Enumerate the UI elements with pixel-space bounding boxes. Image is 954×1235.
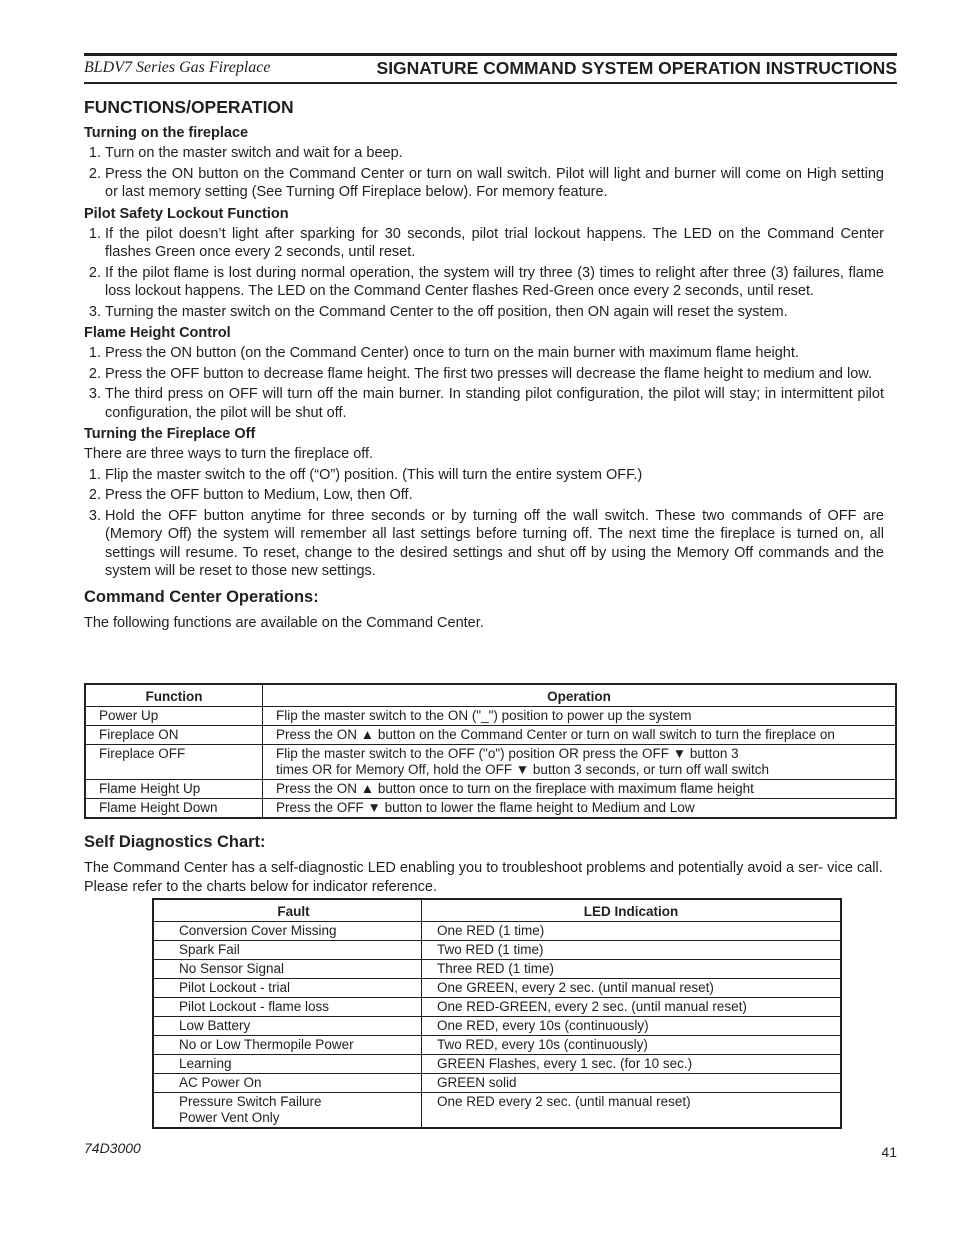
diagnostics-table <box>152 898 842 1129</box>
instructions-body <box>84 96 884 634</box>
operation-cell: Flip the master switch to the ON ("_") position to power up the system <box>263 707 897 726</box>
diagnostics-title: Self Diagnostics Chart: <box>84 833 266 851</box>
list-turning-off <box>84 466 884 581</box>
operation-line: times OR for Memory Off, hold the OFF ▼ button 3 seconds, or turn off wall switch <box>276 762 770 777</box>
led-cell: GREEN Flashes, every 1 sec. (for 10 sec.) <box>422 1055 842 1074</box>
header-bottom-rule <box>84 82 897 84</box>
table-row <box>85 745 896 780</box>
list-item: 1. Turn on the master switch and wait for a beep. <box>105 144 884 163</box>
function-cell: Flame Height Down <box>85 799 263 819</box>
document-number: 74D3000 <box>84 1140 141 1156</box>
section-intro-turning-off: There are three ways to turn the fireplace off. <box>84 446 374 462</box>
led-cell: Three RED (1 time) <box>422 960 842 979</box>
section-title-pilot-safety: Pilot Safety Lockout Function <box>84 205 289 222</box>
table-row <box>85 726 896 745</box>
list-item: 3. Hold the OFF button anytime for three seconds or by turning off the wall switch. These two commands of OFF are (Memory Off) the system will remember all last settings before turning off. The next time the fireplace is turned on, all settings will resume. To reset, change to the desired settings and shut off by using the Memory Off commands and the system will be reset to those new settings. <box>105 507 884 581</box>
table-row <box>153 922 841 941</box>
fault-cell: Pilot Lockout - flame loss <box>153 998 422 1017</box>
table-header-row <box>85 684 896 707</box>
command-center-table <box>84 683 897 819</box>
led-cell: One RED-GREEN, every 2 sec. (until manual reset) <box>422 998 842 1017</box>
list-item: 2. Press the ON button on the Command Center or turn on wall switch. Pilot will light and burner will come on High setting or last memory setting (See Turning Off Fireplace below). For memory feature. <box>105 165 884 202</box>
fault-cell: Low Battery <box>153 1017 422 1036</box>
operation-cell <box>263 745 897 780</box>
header-top-rule <box>84 53 897 56</box>
command-center-intro: The following functions are available on the Command Center. <box>84 614 484 631</box>
table-row <box>153 1074 841 1093</box>
fault-line: Power Vent Only <box>179 1110 280 1125</box>
header-section-title: SIGNATURE COMMAND SYSTEM OPERATION INSTRUCTIONS <box>376 58 897 78</box>
led-cell: GREEN solid <box>422 1074 842 1093</box>
table-row <box>85 780 896 799</box>
fault-line: Pressure Switch Failure <box>179 1094 322 1109</box>
led-cell: One RED (1 time) <box>422 922 842 941</box>
table-row <box>153 979 841 998</box>
function-cell: Power Up <box>85 707 263 726</box>
table-row <box>153 941 841 960</box>
table-header-row <box>153 899 841 922</box>
table-row <box>153 1093 841 1129</box>
fault-cell: Spark Fail <box>153 941 422 960</box>
column-header-operation: Operation <box>263 684 897 707</box>
list-item: 1. If the pilot doesn’t light after sparking for 30 seconds, pilot trial lockout happens. The LED on the Command Center flashes Green once every 2 seconds, until reset. <box>105 225 884 262</box>
operation-line: Flip the master switch to the OFF ("o") position OR press the OFF ▼ button 3 <box>276 746 739 761</box>
table-row <box>153 998 841 1017</box>
led-cell: One GREEN, every 2 sec. (until manual reset) <box>422 979 842 998</box>
operation-cell: Press the ON ▲ button on the Command Center or turn on wall switch to turn the fireplace on <box>263 726 897 745</box>
fault-cell: AC Power On <box>153 1074 422 1093</box>
operation-cell: Press the OFF ▼ button to lower the flame height to Medium and Low <box>263 799 897 819</box>
operation-cell: Press the ON ▲ button once to turn on the fireplace with maximum flame height <box>263 780 897 799</box>
command-center-title: Command Center Operations: <box>84 587 319 606</box>
fault-cell: Learning <box>153 1055 422 1074</box>
fault-cell: Pilot Lockout - trial <box>153 979 422 998</box>
diagnostics-intro: The Command Center has a self-diagnostic LED enabling you to troubleshoot problems and potentially avoid a ser- vice call. Please refer to the charts below for indicator reference. <box>84 860 883 895</box>
header-product-name: BLDV7 Series Gas Fireplace <box>84 59 271 76</box>
function-cell: Flame Height Up <box>85 780 263 799</box>
table-row <box>153 1055 841 1074</box>
led-cell: One RED, every 10s (continuously) <box>422 1017 842 1036</box>
list-item: 2. Press the OFF button to Medium, Low, then Off. <box>105 486 884 505</box>
table-row <box>85 799 896 819</box>
table-row <box>153 1036 841 1055</box>
section-title-flame-height: Flame Height Control <box>84 325 231 341</box>
list-item: 1. Press the ON button (on the Command Center) once to turn on the main burner with maximum flame height. <box>105 344 884 363</box>
table-row <box>153 1017 841 1036</box>
column-header-function: Function <box>85 684 263 707</box>
list-item: 1. Flip the master switch to the off (“O”) position. (This will turn the entire system OFF.) <box>105 466 884 485</box>
list-item: 2. Press the OFF button to decrease flame height. The first two presses will decrease the flame height to medium and low. <box>105 365 884 384</box>
section-title-turning-off: Turning the Fireplace Off <box>84 426 256 442</box>
led-cell: One RED every 2 sec. (until manual reset) <box>422 1093 842 1129</box>
page-title: FUNCTIONS/OPERATION <box>84 97 294 117</box>
section-title-turning-on: Turning on the fireplace <box>84 125 249 141</box>
fault-cell: No Sensor Signal <box>153 960 422 979</box>
function-cell: Fireplace ON <box>85 726 263 745</box>
list-flame-height <box>84 344 884 422</box>
list-item: 2. If the pilot flame is lost during normal operation, the system will try three (3) times to relight after three (3) failures, flame loss lockout happens. The LED on the Command Center flashes Red-Green once every 2 seconds, until reset. <box>105 264 884 301</box>
led-cell: Two RED, every 10s (continuously) <box>422 1036 842 1055</box>
column-header-fault: Fault <box>153 899 422 922</box>
list-turning-on <box>84 144 884 202</box>
list-item: 3. Turning the master switch on the Command Center to the off position, then ON again will reset the system. <box>105 303 884 322</box>
fault-cell: No or Low Thermopile Power <box>153 1036 422 1055</box>
fault-cell: Conversion Cover Missing <box>153 922 422 941</box>
list-pilot-safety <box>84 225 884 322</box>
page-number: 41 <box>881 1144 897 1160</box>
led-cell: Two RED (1 time) <box>422 941 842 960</box>
table-row <box>85 707 896 726</box>
fault-cell <box>153 1093 422 1129</box>
diagnostics-intro-block <box>84 826 884 898</box>
list-item: 3. The third press on OFF will turn off the main burner. In standing pilot configuration, the pilot will stay; in intermittent pilot configuration, the pilot will be shut off. <box>105 385 884 422</box>
column-header-led: LED Indication <box>422 899 842 922</box>
table-row <box>153 960 841 979</box>
function-cell: Fireplace OFF <box>85 745 263 780</box>
